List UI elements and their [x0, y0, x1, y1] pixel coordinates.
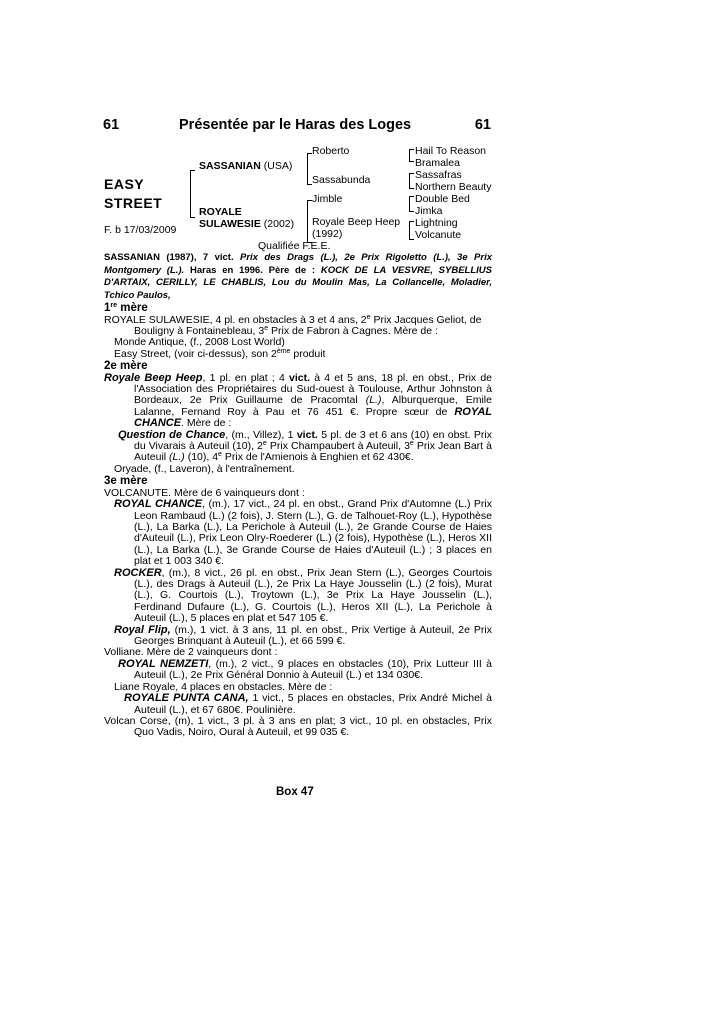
- produce-oryade: Oryade, (f., Laveron), à l'entraînement.: [114, 462, 295, 475]
- produce-royal-flip: Royal Flip, (m.), 1 vict. à 3 ans, 11 pl. en obst., Prix Vertige à Auteuil, 2e Prix Georges Brinquant à Auteuil (L.), et 66 599 €.: [114, 623, 493, 648]
- bracket-ds: [409, 196, 414, 212]
- produce-easy-street: Easy Street, (voir ci-dessus), son 2ème produit: [114, 347, 326, 360]
- second-dam-heading: 2e mère: [104, 360, 148, 373]
- produce-royal-nemzeti: ROYAL NEMZETI, (m.), 2 vict., 9 places en obstacles (10), Prix Lutteur III à Auteuil (L.), 2e Prix Général Donnio à Auteuil (L.) et 134 030€.: [118, 657, 492, 682]
- lot-number-left: 61: [103, 117, 120, 133]
- dam-dam-line2: (1992): [312, 228, 343, 240]
- bracket-sd: [409, 173, 414, 189]
- bracket-dd: [409, 221, 414, 240]
- produce-royal-chance: ROYAL CHANCE, (m.), 17 vict., 24 pl. en obst., Grand Prix d'Automne (L.) Prix Leon Rambaud (L.) (2 fois), J. Stern (L.), G. de Talhouet-Roy (L.), Hypothèse (L.), La Barka (L.), La Perichole à Auteuil (L.), 2e Grande Course de Haies d'Auteuil (L.), Prix Leon Olry-Roederer (L.) (2 fois), Hypothèse (L.), Heros XII (L.), La Barka (L.), 3e Grande Course de Haies d'Auteuil (L.) ; 3 places en plat et 1 003 340 €.: [114, 498, 492, 568]
- bracket-main: [190, 170, 195, 218]
- foaled-info: F. b 17/03/2009: [104, 224, 177, 236]
- produce-volcan-corse: Volcan Corse, (m), 1 vict., 3 pl. à 3 ans en plat; 3 vict., 10 pl. en obstacles, Prix Quo Vadis, Noiro, Oural à Auteuil, et 99 035 €.: [104, 714, 492, 739]
- horse-name-line2: STREET: [104, 195, 163, 211]
- third-dam-intro: VOLCANUTE. Mère de 6 vainqueurs dont :: [104, 486, 305, 499]
- sire-entry: SASSANIAN (USA): [199, 160, 293, 172]
- bracket-ss: [409, 149, 414, 162]
- ped-sdd: Northern Beauty: [415, 181, 492, 193]
- ped-sss: Hail To Reason: [415, 145, 487, 157]
- second-dam-paragraph: Royale Beep Heep, 1 pl. en plat ; 4 vict. à 4 et 5 ans, 18 pl. en obst., Prix de l'Association des Propriétaires du Sud-ouest à Toulouse, Arthur Johnston à Bordeaux, 2e Prix Guillaume de Pracomtal (L.), Alburquerque, Emile Lalanne, Fernand Roy à Pau et 76 451 €. Propre sœur de ROYAL CHANCE. Mère de :: [104, 371, 493, 430]
- produce-volliane: Volliane. Mère de 2 vainqueurs dont :: [104, 646, 278, 659]
- produce-royale-punta-cana: ROYALE PUNTA CANA, 1 vict., 5 places en obstacles, Prix André Michel à Auteuil (L.), et 67 680€. Poulinière.: [124, 692, 492, 716]
- ped-dsd: Jimka: [415, 205, 443, 217]
- ped-sds: Sassafras: [415, 169, 462, 181]
- page-header: [103, 117, 491, 135]
- dam-dam-line1: Royale Beep Heep: [312, 216, 401, 228]
- ped-dss: Double Bed: [415, 193, 470, 205]
- produce-liane-royale: Liane Royale, 4 places en obstacles. Mère de :: [114, 680, 333, 693]
- produce-monde-antique: Monde Antique, (f., 2008 Lost World): [114, 336, 285, 349]
- lot-number-right: 61: [474, 117, 491, 133]
- dam-sire: Jimble: [312, 193, 343, 205]
- ped-dds: Lightning: [415, 217, 458, 229]
- produce-question-de-chance: Question de Chance, (m., Villez), 1 vict. 5 pl. de 3 et 6 ans (10) en obst. Prix du Vivarais à Auteuil (10), 2e Prix Champaubert à Auteuil, 3e Prix Jean Bart à Auteuil (L.) (10), 4e Prix de l'Amienois à Enghien et 62 430€.: [118, 428, 492, 464]
- produce-rocker: ROCKER, (m.), 8 vict., 26 pl. en obst., Prix Jean Stern (L.), Georges Courtois (L.), des Drags à Auteuil (L.), 2e Prix La Haye Jousselin (L.) (2 fois), Murat (L.), G. Courtois (L.), Troytown (L.), 3e Prix La Haye Jousselin (L.), Ferdinand Dufaure (L.), G. Courtois (L.), Heros XII (L.), La Perichole à Auteuil (L.), 5 places en plat et 547 105 €.: [114, 566, 492, 625]
- third-dam-heading: 3e mère: [104, 475, 148, 488]
- page-title: Présentée par le Haras des Loges: [179, 117, 412, 133]
- ped-ssd: Bramalea: [415, 157, 460, 169]
- box-number: Box 47: [276, 786, 314, 798]
- ped-ddd: Volcanute: [415, 229, 462, 241]
- sire-dam: Sassabunda: [312, 174, 371, 186]
- sire-paragraph: SASSANIAN (1987), 7 vict. Prix des Drags (L.), 2e Prix Rigoletto (L.), 3e Prix Montgomery (L.). Haras en 1996. Père de : KOCK DE LA VESVRE, SYBELLIUS D'ARTAIX, CERILLY, LE CHABLIS, Lou du Moulin Mas, La Collancelle, Moladier, Tchico Paulos,: [104, 252, 492, 301]
- catalogue-text: [104, 252, 492, 739]
- sire-sire: Roberto: [312, 145, 350, 157]
- first-dam-heading: 1re mère: [104, 302, 148, 314]
- horse-name-line1: EASY: [104, 176, 145, 192]
- dam-entry: SULAWESIE (2002): [199, 218, 295, 230]
- dam-line1: ROYALE: [199, 206, 242, 218]
- first-dam-paragraph: ROYALE SULAWESIE, 4 pl. en obstacles à 3 et 4 ans, 2e Prix Jacques Geliot, de Bouligny à Fontainebleau, 3e Prix de Fabron à Cagnes. Mère de :: [104, 313, 482, 337]
- qualification: Qualifiée F.E.E.: [258, 240, 331, 252]
